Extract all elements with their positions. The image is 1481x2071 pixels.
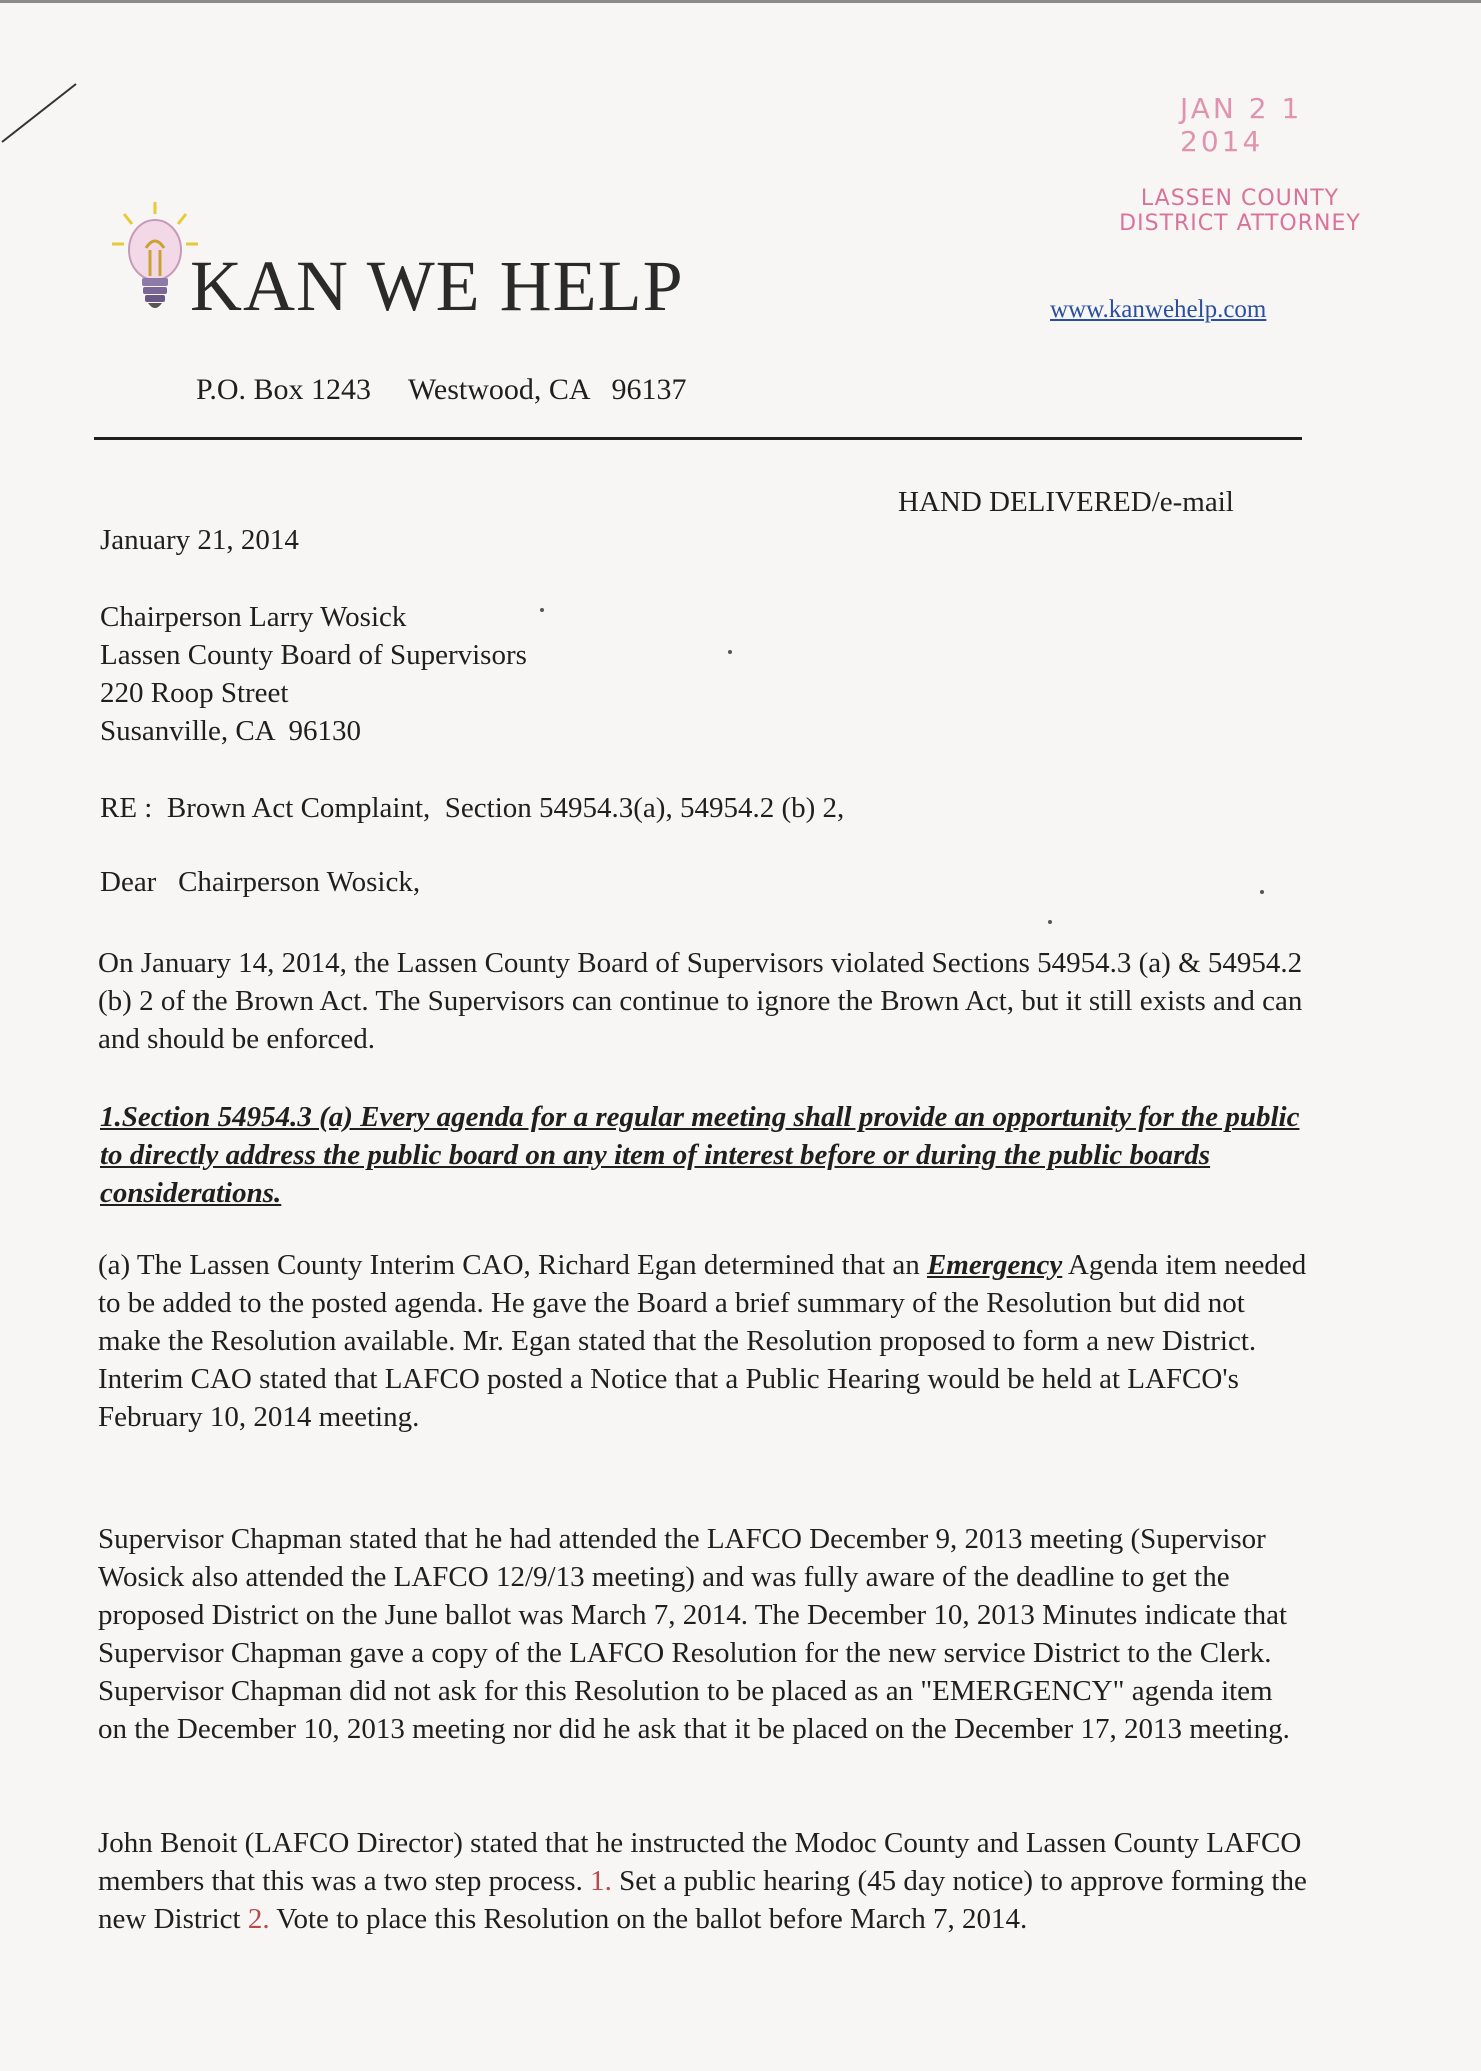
city-state-zip: Westwood, CA 96137 [408,373,687,406]
letterhead-divider [94,437,1302,440]
paragraph-a-start: (a) The Lassen County Interim CAO, Richard Egan determined that an [98,1249,927,1281]
benoit-part-3: Vote to place this Resolution on the ballot before March 7, 2014. [269,1903,1028,1935]
scan-speck [1048,920,1052,924]
scan-speck [540,608,544,612]
benoit-part-1: John Benoit (LAFCO Director) stated that he instructed the Modoc County and Lassen County LAFCO members that this was a two step process. [98,1827,1302,1897]
chapman-paragraph: Supervisor Chapman stated that he had attended the LAFCO December 9, 2013 meeting (Supervisor Wosick also attended the LAFCO 12/9/13 meeting) and was fully aware of the deadline to get the proposed District on the June ballot was March 7, 2014. The December 10, 2013 Minutes indicate that Supervisor Chapman gave a copy of the LAFCO Resolution for the new service District to the Clerk. Supervisor Chapman did not ask for this Resolution to be placed as an "EMERGENCY" agenda item on the December 10, 2013 meeting nor did he ask that it be placed on the December 17, 2013 meeting. [98,1523,1290,1745]
salutation: Dear Chairperson Wosick, [100,866,421,898]
stamp-date: JAN 2 1 2014 [1180,92,1303,158]
scan-speck [1260,890,1264,894]
emergency-emphasis: Emergency [926,1249,1063,1281]
benoit-paragraph [98,1824,1308,1938]
recipient-organization: Lassen County Board of Supervisors [100,639,527,671]
lightbulb-icon [110,200,200,320]
website-link[interactable]: www.kanwehelp.com [1050,296,1267,323]
step-number-1: 1. [590,1865,612,1897]
recipient-street: 220 Roop Street [100,677,289,709]
stamp-line-2: DISTRICT ATTORNEY [1119,211,1361,236]
benoit-part-2: Set a public hearing (45 day notice) to approve forming the new District [98,1865,1307,1935]
paragraph-a [98,1246,1308,1436]
recipient-name: Chairperson Larry Wosick [100,601,407,633]
po-box: P.O. Box 1243 [196,373,372,406]
stamp-line-1: LASSEN COUNTY [1140,186,1340,211]
paragraph-a-end: Agenda item needed to be added to the posted agenda. He gave the Board a brief summary of the Resolution but did not make the Resolution available. Mr. Egan stated that the Resolution proposed to form a new District. Interim CAO stated that LAFCO posted a Notice that a Public Hearing would be held at LAFCO's February 10, 2014 meeting. [98,1249,1307,1433]
letter-date: January 21, 2014 [100,524,299,556]
section-heading: 1.Section 54954.3 (a) Every agenda for a regular meeting shall provide an opportunity for the public to directly address the public board on any item of interest before or during the public boards considerations. [100,1101,1300,1209]
subject-line: RE : Brown Act Complaint, Section 54954.3(a), 54954.2 (b) 2, [100,792,845,824]
recipient-address [100,598,527,750]
scan-speck [728,650,732,654]
step-number-2: 2. [247,1903,270,1935]
intro-paragraph: On January 14, 2014, the Lassen County Board of Supervisors violated Sections 54954.3 (a) & 54954.2 (b) 2 of the Brown Act. The Supervisors can continue to ignore the Brown Act, but it still exists and can and should be enforced. [98,947,1303,1055]
organization-name: KAN WE HELP [190,246,684,326]
sender-address [196,373,716,407]
scan-edge [0,0,1481,3]
delivery-method: HAND DELIVERED/e-mail [898,486,1234,518]
recipient-city: Susanville, CA 96130 [100,715,362,747]
pen-stroke-mark [0,80,80,150]
received-stamp [1090,92,1390,236]
